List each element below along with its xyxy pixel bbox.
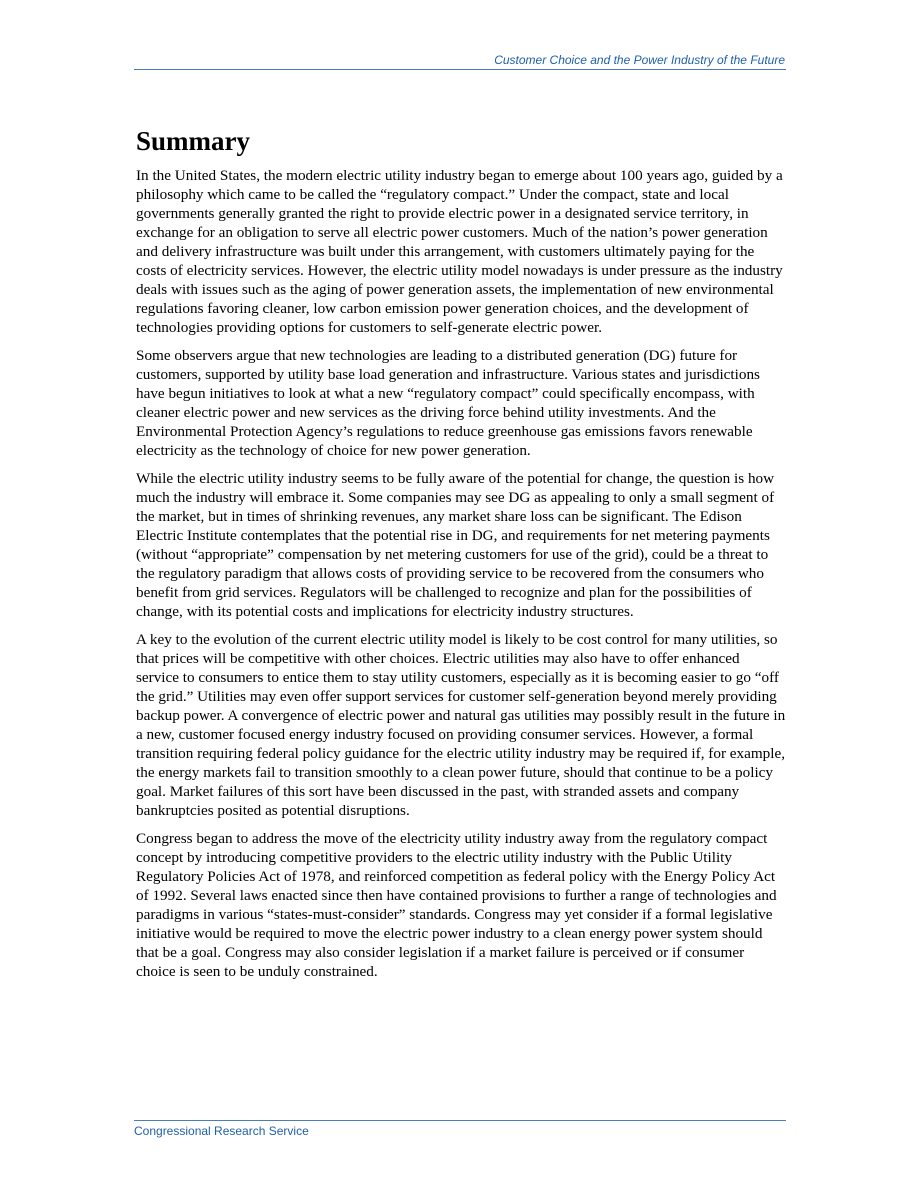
running-header — [134, 54, 786, 70]
body-paragraph: Some observers argue that new technologies are leading to a distributed generation (DG) future for customers, supported by utility base load generation and infrastructure. Various states and jurisdictions have begun initiatives to look at what a new “regulatory compact” could specifically encompass, with cleaner electric power and new services as the driving force behind utility investments. And the Environmental Protection Agency’s regulations to reduce greenhouse gas emissions favors renewable electricity as the technology of choice for new power generation. — [136, 347, 760, 459]
body-paragraph: A key to the evolution of the current electric utility model is likely to be cost control for many utilities, so that prices will be competitive with other choices. Electric utilities may also have to offer enhanced service to consumers to entice them to stay utility customers, especially as it is becoming easier to go “off the grid.” Utilities may even offer support services for customer self-generation beyond merely providing backup power. A convergence of electric power and natural gas utilities may possibly result in the future in a new, customer focused energy industry focused on providing consumer services. However, a formal transition requiring federal policy guidance for the electric utility industry may be required if, for example, the energy markets fail to transition smoothly to a clean power future, should that continue to be a policy goal. Market failures of this sort have been discussed in the past, with stranded assets and company bankruptcies posited as potential disruptions. — [136, 631, 786, 819]
body-paragraph: While the electric utility industry seems to be fully aware of the potential for change, the question is how much the industry will embrace it. Some companies may see DG as appealing to only a small segment of the market, but in times of shrinking revenues, any market share loss can be significant. The Edison Electric Institute contemplates that the potential rise in DG, and requirements for net metering payments (without “appropriate” compensation by net metering customers for use of the grid), could be a threat to the regulatory paradigm that allows costs of providing service to be recovered from the consumers who benefit from grid services. Regulators will be challenged to recognize and plan for the possibilities of change, with its potential costs and implications for electricity industry structures. — [136, 470, 775, 620]
page-content — [136, 124, 786, 990]
running-footer — [134, 1120, 786, 1138]
running-header-title: Customer Choice and the Power Industry of the Future — [494, 53, 785, 67]
body-paragraph: In the United States, the modern electric utility industry began to emerge about 100 years ago, guided by a philosophy which came to be called the “regulatory compact.” Under the compact, state and local governments generally granted the right to provide electric power in a designated service territory, in exchange for an obligation to serve all electric power customers. Much of the nation’s power generation and delivery infrastructure was built under this arrangement, with customers ultimately paying for the costs of electricity services. However, the electric utility model nowadays is under pressure as the industry deals with issues such as the aging of power generation assets, the implementation of new environmental regulations favoring cleaner, low carbon emission power generation choices, and the development of technologies providing options for customers to self-generate electric power. — [136, 167, 783, 336]
body-paragraph: Congress began to address the move of the electricity utility industry away from the regulatory compact concept by introducing competitive providers to the electric utility industry with the Public Utility Regulatory Policies Act of 1978, and reinforced competition as federal policy with the Energy Policy Act of 1992. Several laws enacted since then have contained provisions to further a range of technologies and paradigms in various “states-must-consider” standards. Congress may yet consider if a formal legislative initiative would be required to move the electric power industry to a clean energy power system should that be a goal. Congress may also consider legislation if a market failure is perceived or if consumer choice is seen to be unduly constrained. — [136, 830, 777, 980]
page-title: Summary — [136, 126, 250, 156]
footer-organization: Congressional Research Service — [134, 1124, 309, 1138]
